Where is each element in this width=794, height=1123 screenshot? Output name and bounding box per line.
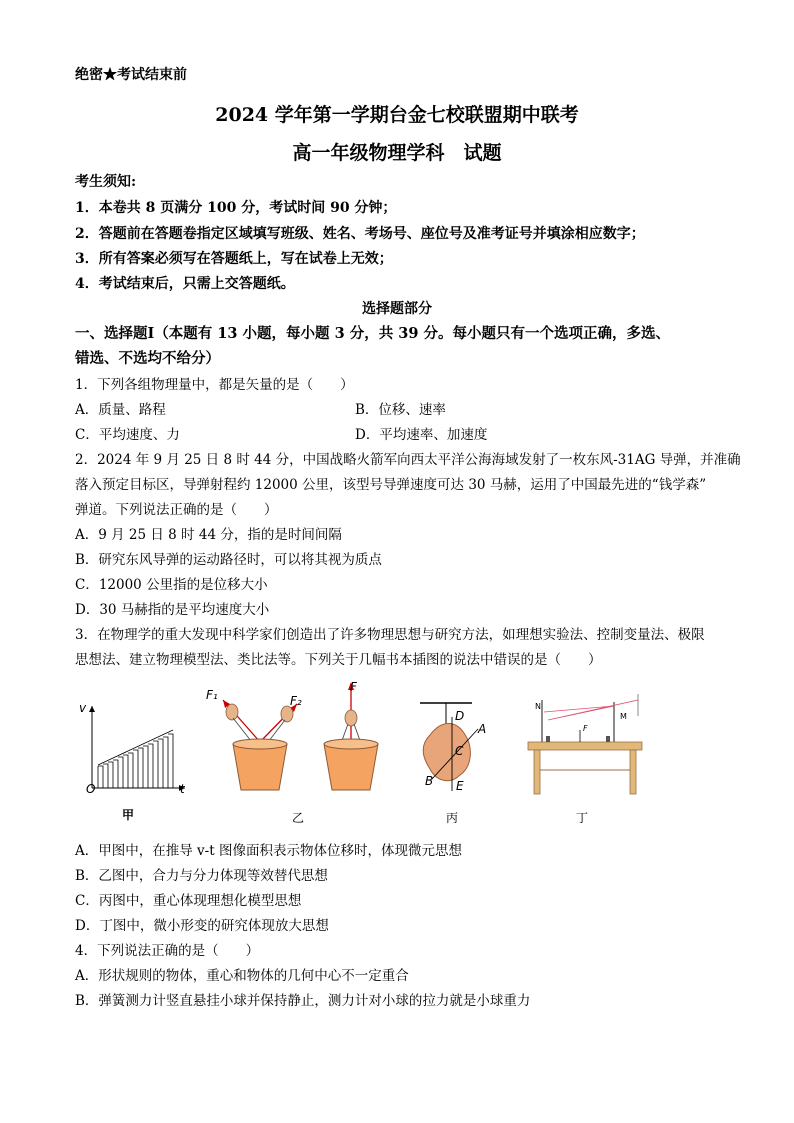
fig-ding-f-label: F [583, 724, 588, 733]
fig-bing-e-label: E [456, 779, 464, 793]
q2-option-c: C．12000 公里指的是位移大小 [75, 577, 268, 593]
fig-bing-d-label: D [455, 709, 465, 723]
fig-yi-f1-label: F₁ [206, 688, 218, 702]
q1-stem: 1．下列各组物理量中，都是矢量的是（ ） [75, 377, 354, 393]
q3-stem-line: 3．在物理学的重大发现中科学家们创造出了许多物理思想与研究方法，如理想实验法、控制变量法、极限 [75, 627, 705, 643]
notice-item: 2．答题前在答题卷指定区域填写班级、姓名、考场号、座位号及准考证号并填涂相应数字； [75, 226, 645, 242]
q2-stem-line: 弹道。下列说法正确的是（ ） [75, 502, 278, 518]
section-heading-cont: 错选、不选均不给分） [75, 350, 220, 367]
q2-stem-line: 2．2024 年 9 月 25 日 8 时 44 分，中国战略火箭军向西太平洋公海海域发射了一枚东风-31AG 导弹，并准确 [75, 452, 741, 468]
fig-yi-f2-label: F₂ [290, 694, 302, 708]
notice-item: 4．考试结束后，只需上交答题纸。 [75, 276, 295, 292]
fig-bing-c-label: C [455, 744, 464, 758]
fig-jia-caption: 甲 [122, 808, 135, 822]
fig-ding-caption: 丁 [576, 811, 589, 825]
q3-stem-line: 思想法、建立物理模型法、类比法等。下列关于几幅书本插图的说法中错误的是（ ） [75, 652, 602, 668]
notice-heading: 考生须知: [75, 174, 137, 190]
fig-ding-n-label: N [535, 702, 541, 711]
section-heading: 一、选择题Ⅰ（本题有 13 小题，每小题 3 分，共 39 分。每小题只有一个选项正确，多选、 [75, 325, 671, 342]
fig-yi-caption: 乙 [292, 811, 305, 825]
q2-stem-line: 落入预定目标区，导弹射程约 12000 公里，该型号导弹速度可达 30 马赫，运用了中国最先进的“钱学森” [75, 477, 707, 493]
q3-option-d: D．丁图中，微小形变的研究体现放大思想 [75, 918, 329, 934]
notice-item: 1．本卷共 8 页满分 100 分，考试时间 90 分钟； [75, 200, 397, 216]
q4-option-a: A．形状规则的物体，重心和物体的几何中心不一定重合 [75, 968, 409, 984]
q3-option-b: B．乙图中，合力与分力体现等效替代思想 [75, 868, 328, 884]
figure-single-force [318, 678, 388, 800]
fig-ding-m-label: M [620, 712, 627, 721]
q1-option-a: A．质量、路程 [75, 402, 166, 418]
q2-option-d: D．30 马赫指的是平均速度大小 [75, 602, 270, 618]
fig-bing-caption: 丙 [446, 811, 459, 825]
figure-jia-vt-graph [80, 700, 190, 800]
section-part: 选择题部分 [362, 301, 432, 317]
fig-bing-a-label: A [478, 722, 487, 736]
q1-option-b: B．位移、速率 [355, 402, 446, 418]
secret-label: 绝密★考试结束前 [75, 67, 187, 83]
fig-bing-b-label: B [425, 774, 434, 788]
notice-item: 3．所有答案必须写在答题纸上，写在试卷上无效； [75, 251, 393, 267]
q2-option-a: A．9 月 25 日 8 时 44 分，指的是时间间隔 [75, 527, 342, 543]
q1-option-c: C．平均速度、力 [75, 427, 180, 443]
q3-option-c: C．丙图中，重心体现理想化模型思想 [75, 893, 302, 909]
exam-subtitle: 高一年级物理学科 试题 [292, 142, 502, 164]
figure-bing-center-of-gravity [412, 695, 492, 800]
fig-jia-origin-label: O [86, 782, 96, 796]
q4-option-b: B．弹簧测力计竖直悬挂小球并保持静止，测力计对小球的拉力就是小球重力 [75, 993, 531, 1009]
fig-jia-v-label: v [79, 701, 87, 715]
fig-jia-t-label: t [180, 782, 185, 796]
q1-option-d: D．平均速率、加速度 [355, 427, 488, 443]
q2-option-b: B．研究东风导弹的运动路径时，可以将其视为质点 [75, 552, 382, 568]
q3-option-a: A．甲图中，在推导 v-t 图像面积表示物体位移时，体现微元思想 [75, 843, 462, 859]
q4-stem: 4．下列说法正确的是（ ） [75, 943, 260, 959]
fig-single-force-label: F [350, 680, 357, 694]
exam-title: 2024 学年第一学期台金七校联盟期中联考 [215, 104, 579, 126]
